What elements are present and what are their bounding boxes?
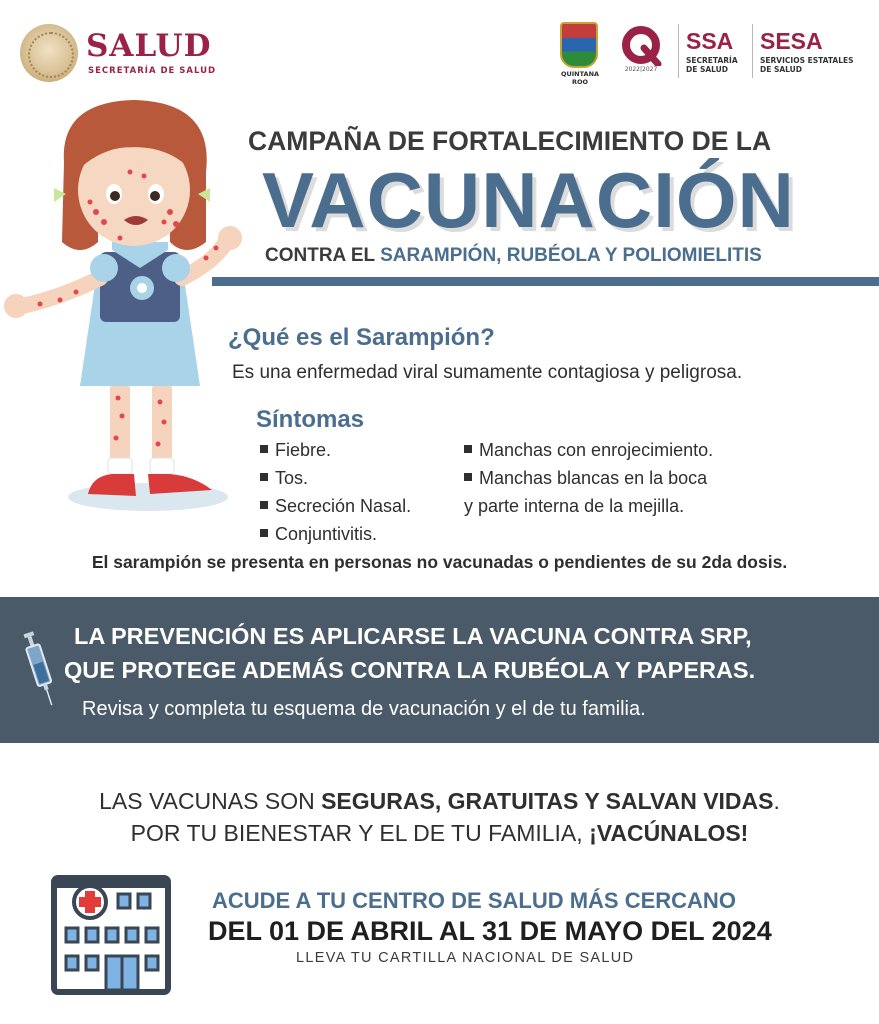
salud-logo — [20, 24, 220, 84]
closing-line2-bold: ¡VACÚNALOS! — [589, 820, 749, 846]
campaign-title-main: VACUNACIÓN — [262, 156, 795, 244]
partner-logos — [558, 20, 858, 84]
campaign-title-line1: CAMPAÑA DE FORTALECIMIENTO DE LA — [248, 126, 772, 156]
measles-question: ¿Qué es el Sarampión? — [228, 324, 495, 351]
banner-line3: Revisa y completa tu esquema de vacunación y el de tu familia. — [82, 698, 646, 720]
ssa-logo-name: SSA — [686, 28, 734, 54]
measles-answer: Es una enfermedad viral sumamente contagiosa y peligrosa. — [232, 362, 743, 383]
prevention-banner — [0, 597, 879, 743]
symptom-item — [260, 436, 411, 464]
sesa-subtitle-line2: DE SALUD — [760, 65, 802, 74]
logo-divider — [678, 24, 679, 78]
title-line3-prefix: CONTRA EL — [265, 245, 381, 266]
closing-line1-prefix: LAS VACUNAS SON — [99, 788, 322, 814]
closing-line1-bold: SEGURAS, GRATUITAS Y SALVAN VIDAS — [321, 788, 774, 814]
symptom-item — [260, 520, 411, 548]
cta-line1: ACUDE A TU CENTRO DE SALUD MÁS CERCANO — [212, 888, 736, 913]
symptoms-list-1 — [260, 436, 411, 548]
symptom-text: Manchas con enrojecimiento. — [479, 440, 714, 460]
girl-with-rash-illustration — [0, 92, 250, 522]
symptom-text: Manchas blancas en la boca — [479, 468, 708, 488]
salud-logo-name: SALUD — [86, 28, 212, 64]
symptom-item — [464, 464, 713, 492]
closing-line2 — [0, 820, 879, 847]
title-line3-diseases: SARAMPIÓN, RUBÉOLA Y POLIOMIELITIS — [380, 245, 762, 266]
sesa-logo-subtitle — [760, 56, 854, 74]
logo-divider — [752, 24, 753, 78]
syringe-icon — [22, 627, 58, 711]
banner-line2: QUE PROTEGE ADEMÁS CONTRA LA RUBÉOLA Y PAPERAS. — [64, 657, 756, 683]
banner-line1: LA PREVENCIÓN ES APLICARSE LA VACUNA CONTRA SRP, — [74, 623, 752, 649]
symptom-item — [260, 492, 411, 520]
symptom-text: Tos. — [275, 468, 309, 488]
measles-note: El sarampión se presenta en personas no vacunadas o pendientes de su 2da dosis. — [91, 552, 788, 572]
ssa-subtitle-line2: DE SALUD — [686, 65, 728, 74]
symptom-text: Conjuntivitis. — [275, 524, 378, 544]
ssa-logo-subtitle — [686, 56, 738, 74]
closing-line1-suffix: . — [773, 788, 780, 814]
government-logo-caption: 2022|2027 — [624, 66, 658, 73]
cta-bring-card: LLEVA TU CARTILLA NACIONAL DE SALUD — [296, 950, 635, 966]
cta-dates: DEL 01 DE ABRIL AL 31 DE MAYO DEL 2024 — [208, 916, 772, 946]
symptom-item — [464, 436, 713, 464]
symptom-item — [260, 464, 411, 492]
symptom-text: Fiebre. — [275, 440, 332, 460]
symptom-text: Secreción Nasal. — [275, 496, 412, 516]
ssa-subtitle-line1: SECRETARÍA — [686, 56, 738, 65]
title-divider — [212, 277, 879, 286]
symptom-item-continuation — [464, 492, 713, 520]
symptom-text: y parte interna de la mejilla. — [464, 496, 685, 516]
sesa-subtitle-line1: SERVICIOS ESTATALES — [760, 56, 854, 65]
quintana-roo-shield-icon — [560, 22, 598, 68]
government-q-logo-icon — [614, 26, 668, 66]
symptoms-title: Síntomas — [256, 406, 365, 433]
quintana-roo-caption: QUINTANA ROO — [560, 70, 600, 86]
mexico-seal-icon — [20, 24, 78, 82]
sesa-logo-name: SESA — [760, 28, 823, 54]
closing-line1 — [0, 788, 879, 815]
campaign-title-line3 — [265, 245, 762, 267]
hospital-icon — [50, 872, 172, 996]
closing-line2-prefix: POR TU BIENESTAR Y EL DE TU FAMILIA, — [130, 820, 590, 846]
salud-logo-subtitle: SECRETARÍA DE SALUD — [88, 66, 217, 76]
symptoms-list-2 — [464, 436, 713, 520]
